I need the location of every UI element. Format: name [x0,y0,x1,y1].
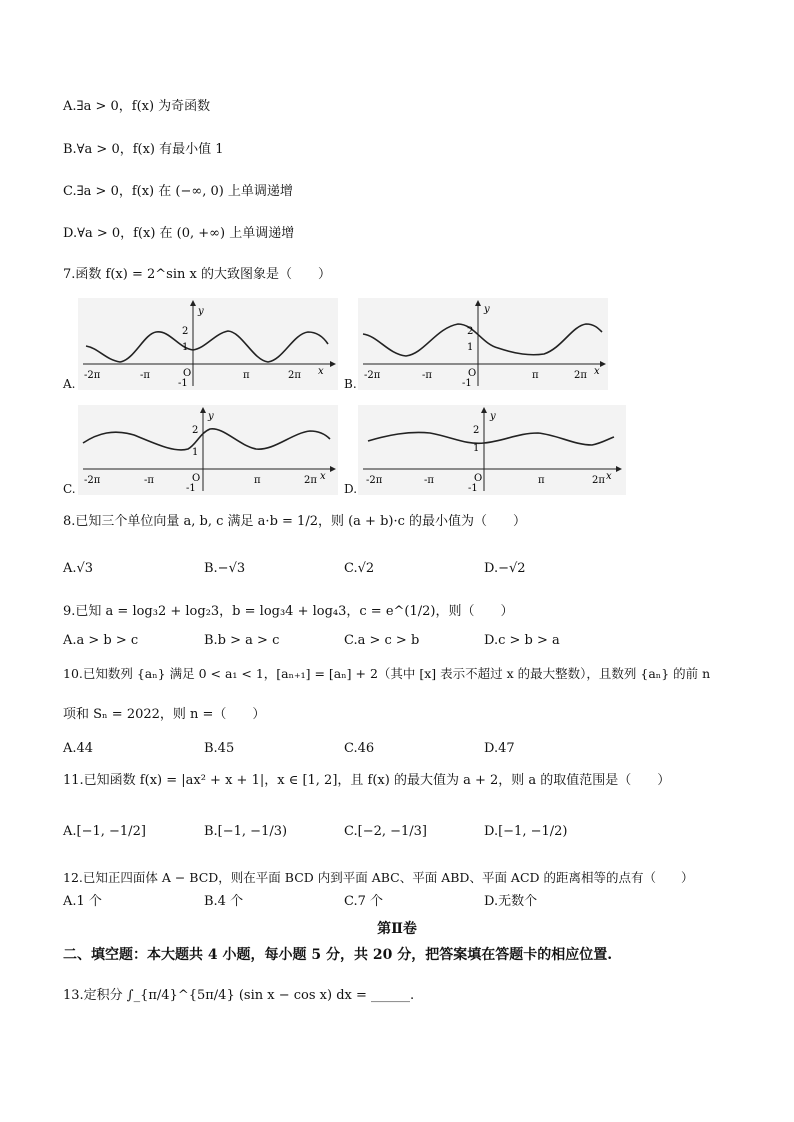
axis-x-label: x [318,366,324,377]
tick-origin: O [183,368,192,379]
tick-yneg1: -1 [178,378,188,389]
graph-label-a: A. [63,377,76,391]
section-title: 第Ⅱ卷 [377,921,417,937]
q10-stem-line2: 项和 Sₙ = 2022，则 n =（ ） [63,707,266,722]
svg-text:-1: -1 [186,483,196,494]
svg-text:π: π [538,475,545,486]
q12-option-d: D.无数个 [484,894,538,909]
q9-option-c: C.a > c > b [344,633,420,648]
q9-option-d: D.c > b > a [484,633,560,648]
q10-option-b: B.45 [204,741,235,756]
q6-option-d: D.∀a > 0，f(x) 在 (0, +∞) 上单调递增 [63,226,295,241]
q12-option-c: C.7 个 [344,894,384,909]
q13-stem: 13.定积分 ∫_{π/4}^{5π/4} (sin x − cos x) dx = ______. [63,988,415,1003]
svg-text:-2π: -2π [366,475,383,486]
svg-text:O: O [192,473,201,484]
q11-option-a: A.[−1, −1/2] [63,824,146,839]
q8-option-b: B.−√3 [204,561,246,576]
svg-text:O: O [468,368,477,379]
svg-text:1: 1 [192,447,199,458]
q10-option-d: D.47 [484,741,515,756]
graph-b [358,298,608,390]
svg-text:1: 1 [467,342,474,353]
graph-d [358,405,626,495]
svg-text:y: y [208,411,214,422]
q10-option-a: A.44 [63,741,94,756]
svg-text:x: x [594,366,600,377]
svg-text:2π: 2π [574,370,587,381]
q6-option-a: A.∃a > 0，f(x) 为奇函数 [63,99,211,114]
q7-stem: 7.函数 f(x) = 2^sin x 的大致图象是（ ） [63,267,331,282]
svg-text:-π: -π [144,475,154,486]
q12-stem: 12.已知正四面体 A − BCD，则在平面 BCD 内到平面 ABC、平面 ABD、平面 ACD 的距离相等的点有（ ） [63,870,694,885]
svg-text:-2π: -2π [84,475,101,486]
graph-label-d: D. [344,482,358,496]
section-heading: 二、填空题：本大题共 4 小题，每小题 5 分，共 20 分，把答案填在答题卡的相应位置. [63,947,613,963]
q11-option-b: B.[−1, −1/3) [204,824,288,839]
svg-text:1: 1 [473,443,480,454]
svg-text:x: x [320,471,326,482]
q9-stem: 9.已知 a = log₃2 + log₂3，b = log₃4 + log₄3，c = e^(1/2)，则（ ） [63,604,514,619]
svg-text:π: π [254,475,261,486]
q11-stem: 11.已知函数 f(x) = |ax² + x + 1|，x ∈ [1, 2]，且 f(x) 的最大值为 a + 2，则 a 的取值范围是（ ） [63,773,671,788]
q8-option-d: D.−√2 [484,561,526,576]
q8-stem: 8.已知三个单位向量 a, b, c 满足 a·b = 1/2，则 (a + b)·c 的最小值为（ ） [63,514,527,529]
tick-y2: 2 [182,326,189,337]
q6-option-b: B.∀a > 0，f(x) 有最小值 1 [63,142,224,157]
q9-option-a: A.a > b > c [63,633,139,648]
svg-text:2π: 2π [592,475,605,486]
graph-c [78,405,338,495]
tick-2pi: 2π [288,370,301,381]
tick-pi: π [243,370,250,381]
tick-negpi: -π [140,370,150,381]
svg-text:-2π: -2π [364,370,381,381]
q10-option-c: C.46 [344,741,375,756]
q11-option-c: C.[−2, −1/3] [344,824,428,839]
tick-neg2pi: -2π [84,370,101,381]
graph-a [78,298,338,390]
graph-label-b: B. [344,377,357,391]
svg-text:2: 2 [473,425,480,436]
q12-option-a: A.1 个 [63,894,102,909]
svg-text:-1: -1 [468,483,478,494]
graph-label-c: C. [63,482,76,496]
q6-option-c: C.∃a > 0，f(x) 在 (−∞, 0) 上单调递增 [63,184,293,199]
svg-text:x: x [606,471,612,482]
svg-text:-1: -1 [462,378,472,389]
svg-text:-π: -π [422,370,432,381]
q8-option-c: C.√2 [344,561,375,576]
svg-text:2: 2 [192,425,199,436]
svg-text:O: O [474,473,483,484]
q8-option-a: A.√3 [63,561,94,576]
svg-text:-π: -π [424,475,434,486]
tick-y1: 1 [182,342,189,353]
q12-option-b: B.4 个 [204,894,244,909]
svg-text:y: y [484,304,490,315]
svg-text:y: y [490,411,496,422]
svg-text:2: 2 [467,326,474,337]
q11-option-d: D.[−1, −1/2) [484,824,568,839]
svg-text:π: π [532,370,539,381]
q9-option-b: B.b > a > c [204,633,280,648]
q10-stem-line1: 10.已知数列 {aₙ} 满足 0 < a₁ < 1，[aₙ₊₁] = [aₙ] + 2（其中 [x] 表示不超过 x 的最大整数），且数列 {aₙ} 的前 n [63,666,711,681]
svg-text:2π: 2π [304,475,317,486]
axis-y-label: y [198,306,204,317]
